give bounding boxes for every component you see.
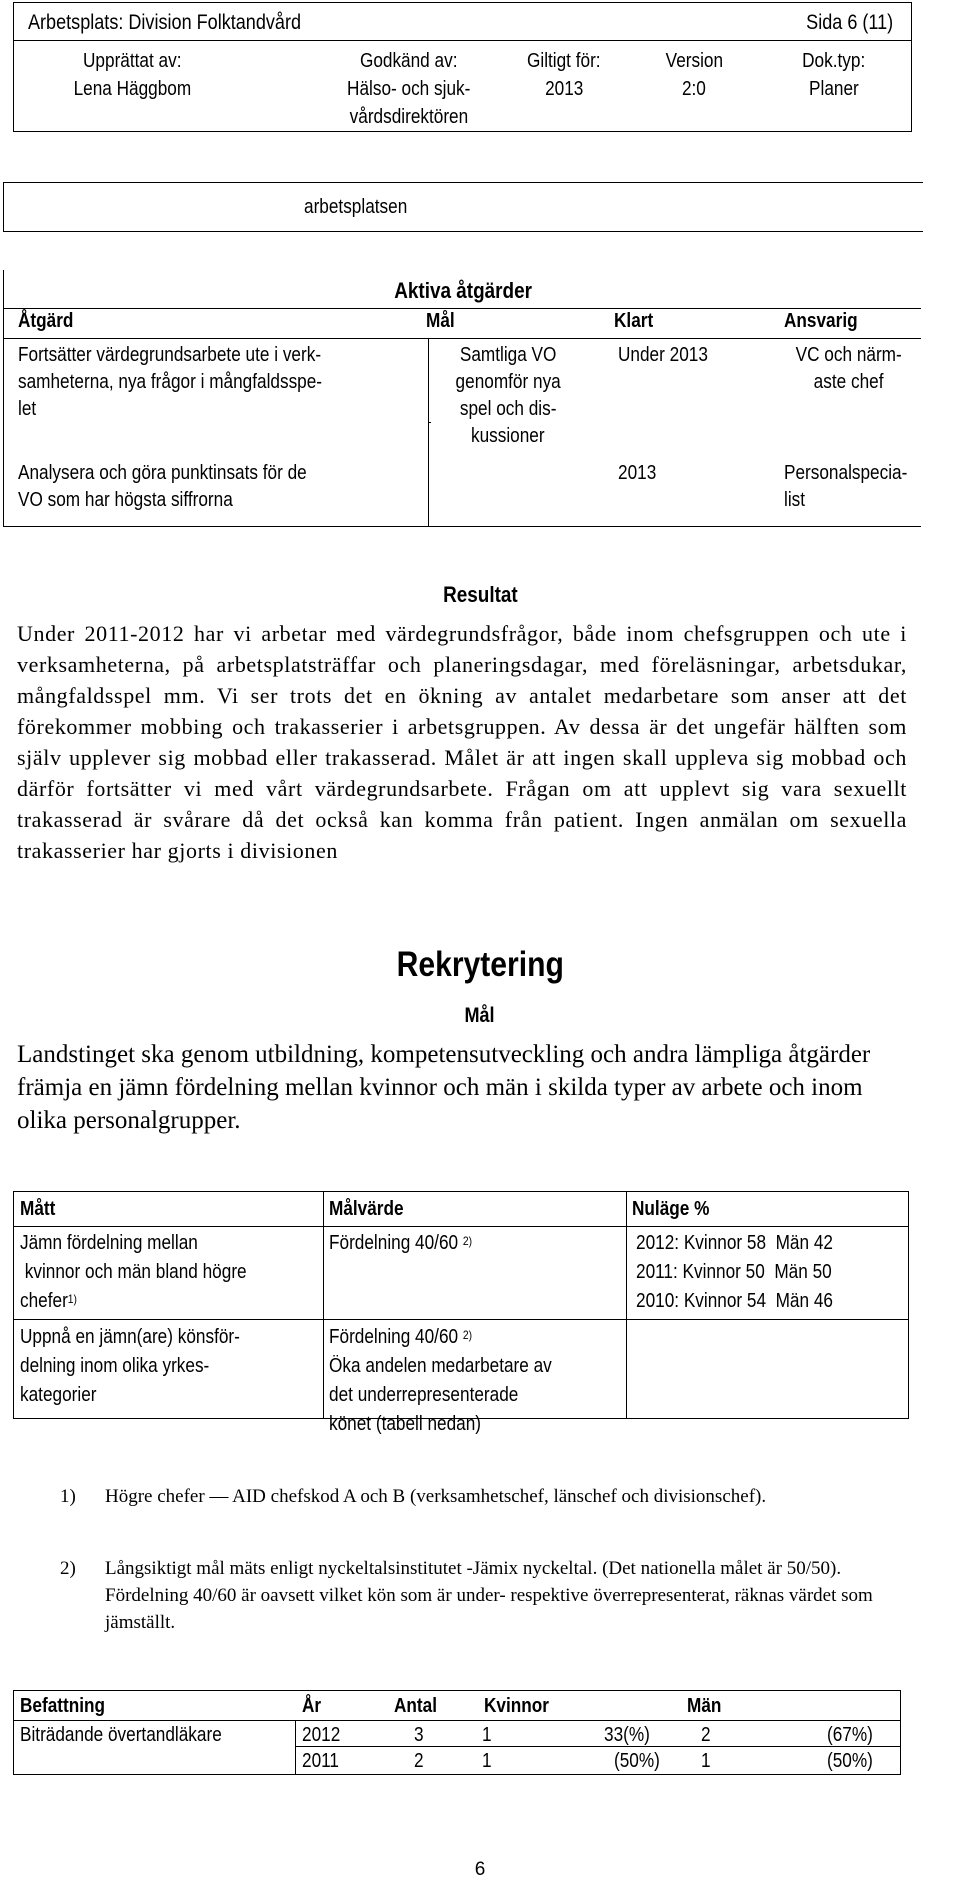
document-page: Arbetsplats: Division Folktandvård Sida 6 (11) Upprättat av: Lena Häggbom Godkänd av: Hälso- och sjuk- vårdsdirektören Giltigt för: 2013 Version 2:0 Dok.typ: Planer arbetsplatsen Aktiva åtgärder Åtgärd Mål Klart Ansvarig Fortsätter värdegrundsarbete ute i verk- samheterna, nya frågor i mångfaldsspe- let Samtliga VO genomför nya spel och dis- kussioner Under 2013 VC och närm- aste chef Analysera och göra punktinsats för de VO som har högsta siffrorna 2013 Personalspecia- list Resultat Under 2011-2012 har vi arbetar med värdegrundsfrågor, både inom chefsgruppen och ute i verksamheterna, på arbetsplatsträffar och planeringsdagar, med föreläsningar, arbetsdukar, mångfaldsspel mm. Vi ser trots det en ökning av antalet medarbetare som anser att det förekommer mobbing och trakasserier i arbetsgruppen. Av dessa är det ungefär hälften som själv upplever sig mobbad eller trakasserad. Målet är att ingen skall uppleva sig mobbad och därför fortsätter vi med vårt värdegrundsarbete. Frågan om att upplevt sig vara sexuellt trakasserad är svårare då det också kan komma från patient. Ingen anmälan om sexuella trakasserier har gjorts i divisionen Rekrytering Mål Landstinget ska genom utbildning, kompetensutveckling och andra lämpliga åtgärder främja en jämn fördelning mellan kvinnor och män i skilda typer av arbete och inom olika personalgrupper. Mått Målvärde Nuläge % Jämn fördelning mellan kvinnor och män bland högre chefer$^{1)}$ Fördelning 40/60 $^{2)}$ 2012: Kvinnor 58 Män 42 2011: Kvinnor 50 Män 50 2010: Kvinnor 54 Män 46 Uppnå en jämn(are) könsför- delning inom olika yrkes- kategorier Fördelning 40/60 $^{2)}$ Öka andelen medarbetare av det underrepresenterade könet (tabell nedan) 1) Högre chefer — AID chefskod A och B (verksamhetschef, länschef och divisionschef). 2) Långsiktigt mål mäts enligt nyckeltalsinstitutet -Jämix nyckeltal. (Det nationella målet är 50/50). Fördelning 40/60 är oavsett vilket kön som är under- respektive överrepresenterat, räknas värdet som jämställt. Befattning År Antal Kvinnor Män Biträdande övertandläkare 2012 3 1 33(%) 2 (67%) 2011 2 1 (50%) 1 (50%) 6 (0, 0, 960, 1895)
bef-row1-man: 2 (701, 1724, 711, 1746)
page-indicator: Sida 6 (11) (805, 11, 893, 34)
workplace-label: Arbetsplats: Division Folktandvård (28, 11, 302, 34)
th-ansvarig: Ansvarig (784, 310, 858, 332)
header-col-godkand: Godkänd av: Hälso- och sjuk- vårdsdirektören (347, 50, 471, 128)
th-atgard: Åtgärd (18, 310, 74, 332)
th-klart: Klart (614, 310, 654, 332)
arbetsplatsen-box (3, 182, 923, 232)
row2-klart: 2013 (618, 462, 657, 484)
aktiva-atgarder-table (3, 270, 921, 527)
th-mal: Mål (426, 310, 455, 332)
th-malvarde: Målvärde (329, 1198, 404, 1220)
document-header (13, 2, 912, 132)
bef-row1-ar: 2012 (302, 1724, 341, 1746)
mal-text: Landstinget ska genom utbildning, kompetensutveckling och andra lämpliga åtgärder främja en jämn fördelning mellan kvinnor och män i skilda typer av arbete och inom olika personalgrupper. (17, 1041, 871, 1134)
header-col-upprattat: Upprättat av: Lena Häggbom (73, 50, 191, 100)
resultat-title: Resultat (442, 582, 518, 607)
mal-title: Mål (464, 1004, 496, 1027)
bef-row1-kvinnor: 1 (482, 1724, 492, 1746)
row1-atgard: Fortsätter värdegrundsarbete ute i verk- samheterna, nya frågor i mångfaldsspe- let (18, 344, 323, 420)
th-matt: Mått (20, 1198, 56, 1220)
row1-klart: Under 2013 (618, 344, 708, 366)
th-man: Män (687, 1695, 722, 1717)
row2-atgard: Analysera och göra punktinsats för de VO som har högsta siffrorna (18, 462, 307, 511)
row1-ansvarig: VC och närm- aste chef (795, 344, 903, 393)
row2-ansvarig: Personalspecia- list (784, 462, 908, 511)
header-col-doktyp: Dok.typ: Planer (802, 50, 866, 100)
resultat-text: Under 2011-2012 har vi arbetar med värdegrundsfrågor, både inom chefsgruppen och ute i verksamheterna, på arbetsplatsträffar och planeringsdagar, med föreläsningar, arbetsdukar, mångfaldsspel mm. Vi ser trots det en ökning av antalet medarbetare som anser att det förekommer mobbing och trakasserier i arbetsgruppen. Av dessa är det ungefär hälften som själv upplever sig mobbad eller trakasserad. Målet är att ingen skall uppleva sig mobbad och därför fortsätter vi med vårt värdegrundsarbete. Frågan om att upplevt sig vara sexuellt trakasserad är svårare då det också kan komma från patient. Ingen anmälan om sexuella trakasserier har gjorts i divisionen (17, 621, 907, 863)
th-befattning: Befattning (20, 1695, 106, 1717)
bef-row2-man: 1 (701, 1750, 711, 1772)
aktiva-title: Aktiva åtgärder (394, 278, 532, 303)
bef-row2-man-pct: (50%) (827, 1750, 873, 1772)
th-nulage: Nuläge % (632, 1198, 710, 1220)
bef-row2-kvinnor-pct: (50%) (614, 1750, 660, 1772)
matt-row2-malvarde: Fördelning 40/60 $^{2)}$ Öka andelen medarbetare av det underrepresenterade könet (tabell nedan) (329, 1326, 552, 1435)
header-col-giltigt: Giltigt för: 2013 (527, 50, 601, 100)
th-ar: År (302, 1695, 322, 1717)
bef-row2-antal: 2 (414, 1750, 424, 1772)
befattning-table (13, 1690, 901, 1775)
page-number: 6 (474, 1859, 486, 1880)
bef-row1-kvinnor-pct: 33(%) (604, 1724, 650, 1746)
row1-mal: Samtliga VO genomför nya spel och dis- kussioner (455, 344, 561, 447)
bef-row1-man-pct: (67%) (827, 1724, 873, 1746)
bef-row1-befattning: Biträdande övertandläkare (20, 1724, 222, 1746)
bef-row2-ar: 2011 (302, 1750, 339, 1772)
matt-row1-matt: Jämn fördelning mellan kvinnor och män bland högre chefer$^{1)}$ (20, 1232, 247, 1312)
bef-row2-kvinnor: 1 (482, 1750, 492, 1772)
matt-row2-matt: Uppnå en jämn(are) könsför- delning inom olika yrkes- kategorier (20, 1326, 240, 1406)
rekrytering-title: Rekrytering (396, 945, 564, 984)
matt-row1-malvarde: Fördelning 40/60 $^{2)}$ (329, 1232, 473, 1254)
bef-row1-antal: 3 (414, 1724, 424, 1746)
th-antal: Antal (394, 1695, 437, 1717)
matt-row1-nulage: 2012: Kvinnor 58 Män 42 2011: Kvinnor 50 Män 50 2010: Kvinnor 54 Män 46 (636, 1232, 833, 1312)
th-kvinnor: Kvinnor (484, 1695, 549, 1717)
matt-table (13, 1191, 909, 1435)
arbetsplatsen-label: arbetsplatsen (304, 196, 408, 218)
header-col-version: Version 2:0 (665, 50, 723, 100)
